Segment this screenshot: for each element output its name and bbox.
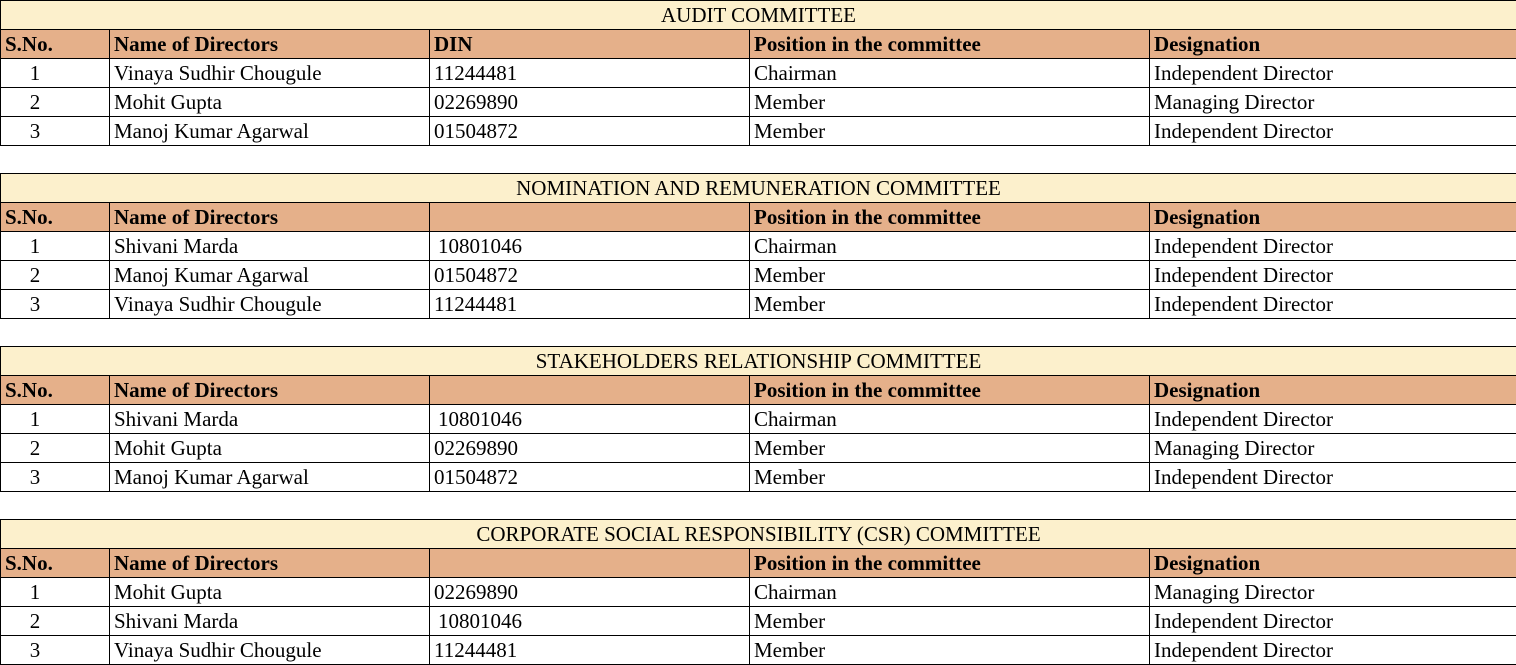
header-row <box>1 376 1516 405</box>
cell-position: Chairman <box>750 578 1150 607</box>
cell-name: Shivani Marda <box>110 232 430 261</box>
cell-position: Member <box>750 434 1150 463</box>
committee-title: NOMINATION AND REMUNERATION COMMITTEE <box>1 174 1516 203</box>
cell-name: Mohit Gupta <box>110 88 430 117</box>
cell-name: Vinaya Sudhir Chougule <box>110 636 430 665</box>
cell-position: Member <box>750 463 1150 492</box>
cell-din: 01504872 <box>430 261 750 290</box>
table-row <box>1 434 1516 463</box>
cell-name: Shivani Marda <box>110 405 430 434</box>
header-sno: S.No. <box>1 549 110 578</box>
cell-designation: Independent Director <box>1150 463 1516 492</box>
cell-sno: 1 <box>1 578 110 607</box>
cell-designation: Independent Director <box>1150 117 1516 146</box>
table-row <box>1 117 1516 146</box>
header-designation: Designation <box>1150 376 1516 405</box>
header-position: Position in the committee <box>750 203 1150 232</box>
cell-position: Chairman <box>750 232 1150 261</box>
cell-position: Member <box>750 607 1150 636</box>
csr-committee-table <box>0 519 1516 665</box>
cell-position: Chairman <box>750 59 1150 88</box>
cell-designation: Independent Director <box>1150 261 1516 290</box>
header-din <box>430 203 750 232</box>
table-row <box>1 578 1516 607</box>
header-row <box>1 549 1516 578</box>
cell-designation: Independent Director <box>1150 607 1516 636</box>
header-row <box>1 30 1516 59</box>
table-row <box>1 607 1516 636</box>
cell-name: Manoj Kumar Agarwal <box>110 261 430 290</box>
header-din <box>430 376 750 405</box>
cell-designation: Managing Director <box>1150 578 1516 607</box>
cell-name: Vinaya Sudhir Chougule <box>110 290 430 319</box>
table-row <box>1 405 1516 434</box>
header-sno: S.No. <box>1 30 110 59</box>
cell-designation: Managing Director <box>1150 88 1516 117</box>
audit-committee-table <box>0 0 1516 146</box>
header-name: Name of Directors <box>110 376 430 405</box>
cell-position: Member <box>750 88 1150 117</box>
cell-sno: 3 <box>1 290 110 319</box>
cell-sno: 2 <box>1 88 110 117</box>
cell-name: Manoj Kumar Agarwal <box>110 117 430 146</box>
header-sno: S.No. <box>1 203 110 232</box>
header-din <box>430 549 750 578</box>
cell-sno: 1 <box>1 232 110 261</box>
cell-designation: Independent Director <box>1150 232 1516 261</box>
stakeholders-relationship-committee-table <box>0 346 1516 492</box>
header-name: Name of Directors <box>110 30 430 59</box>
cell-position: Member <box>750 636 1150 665</box>
cell-designation: Independent Director <box>1150 59 1516 88</box>
cell-designation: Independent Director <box>1150 636 1516 665</box>
cell-sno: 2 <box>1 607 110 636</box>
cell-position: Member <box>750 290 1150 319</box>
header-designation: Designation <box>1150 549 1516 578</box>
header-row <box>1 203 1516 232</box>
cell-din: 11244481 <box>430 636 750 665</box>
cell-name: Manoj Kumar Agarwal <box>110 463 430 492</box>
cell-name: Shivani Marda <box>110 607 430 636</box>
cell-din: 01504872 <box>430 117 750 146</box>
committee-title: AUDIT COMMITTEE <box>1 1 1516 30</box>
cell-position: Member <box>750 117 1150 146</box>
cell-sno: 3 <box>1 636 110 665</box>
header-sno: S.No. <box>1 376 110 405</box>
header-din: DIN <box>430 30 750 59</box>
cell-sno: 1 <box>1 59 110 88</box>
committee-title: CORPORATE SOCIAL RESPONSIBILITY (CSR) COMMITTEE <box>1 520 1516 549</box>
table-row <box>1 232 1516 261</box>
nomination-remuneration-committee-table <box>0 173 1516 319</box>
cell-din: 11244481 <box>430 59 750 88</box>
cell-position: Member <box>750 261 1150 290</box>
header-position: Position in the committee <box>750 30 1150 59</box>
table-row <box>1 59 1516 88</box>
cell-sno: 2 <box>1 434 110 463</box>
cell-name: Mohit Gupta <box>110 578 430 607</box>
cell-din: 02269890 <box>430 434 750 463</box>
cell-name: Mohit Gupta <box>110 434 430 463</box>
table-row <box>1 261 1516 290</box>
cell-din: 01504872 <box>430 463 750 492</box>
cell-din: 10801046 <box>430 232 750 261</box>
cell-din: 11244481 <box>430 290 750 319</box>
cell-din: 10801046 <box>430 607 750 636</box>
header-position: Position in the committee <box>750 376 1150 405</box>
cell-position: Chairman <box>750 405 1150 434</box>
table-row <box>1 463 1516 492</box>
header-designation: Designation <box>1150 30 1516 59</box>
cell-din: 10801046 <box>430 405 750 434</box>
header-name: Name of Directors <box>110 549 430 578</box>
cell-designation: Independent Director <box>1150 290 1516 319</box>
cell-din: 02269890 <box>430 578 750 607</box>
cell-din: 02269890 <box>430 88 750 117</box>
cell-designation: Managing Director <box>1150 434 1516 463</box>
table-row <box>1 636 1516 665</box>
header-name: Name of Directors <box>110 203 430 232</box>
cell-sno: 3 <box>1 463 110 492</box>
cell-sno: 1 <box>1 405 110 434</box>
header-designation: Designation <box>1150 203 1516 232</box>
table-row <box>1 88 1516 117</box>
table-row <box>1 290 1516 319</box>
cell-sno: 2 <box>1 261 110 290</box>
header-position: Position in the committee <box>750 549 1150 578</box>
cell-designation: Independent Director <box>1150 405 1516 434</box>
committee-title: STAKEHOLDERS RELATIONSHIP COMMITTEE <box>1 347 1516 376</box>
cell-name: Vinaya Sudhir Chougule <box>110 59 430 88</box>
cell-sno: 3 <box>1 117 110 146</box>
